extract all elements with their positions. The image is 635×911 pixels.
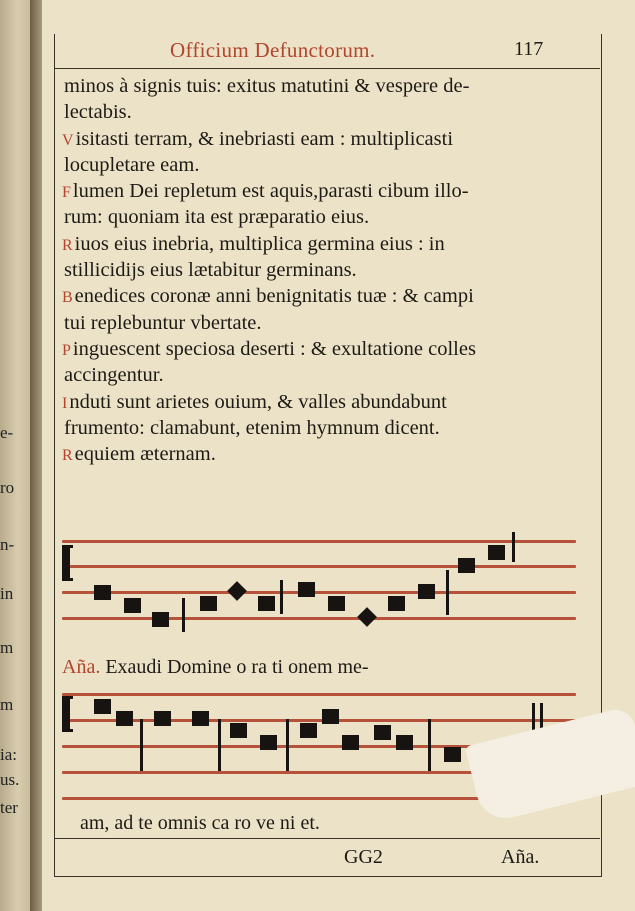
lyric-line-2 <box>80 812 320 835</box>
bar-line <box>446 570 449 615</box>
facing-page-fragment: in <box>0 584 14 603</box>
signature-mark: GG2 <box>344 846 383 868</box>
verse-text: enedices coronæ anni benignitatis tuæ : & campi <box>74 285 474 308</box>
footer-rule <box>54 838 600 839</box>
staff-line <box>62 617 576 620</box>
verse-line <box>62 363 572 389</box>
neume-note <box>458 558 475 573</box>
verse-line <box>62 311 572 337</box>
book-gutter <box>30 0 42 911</box>
neume-note <box>396 735 413 750</box>
verse-line <box>62 153 572 179</box>
lyrics-text: Exaudi Domine o ra ti onem me- <box>105 656 369 678</box>
verse-line <box>62 205 572 231</box>
verse-line <box>62 337 572 363</box>
facing-page-fragment: us. <box>0 770 20 789</box>
facing-page-fragment: ter <box>0 798 18 817</box>
lyric-line-1 <box>62 656 369 679</box>
bar-line <box>140 719 143 771</box>
rhombus-note <box>357 607 377 627</box>
book-page <box>42 0 635 911</box>
bar-line <box>182 598 185 632</box>
neume-note <box>260 735 277 750</box>
rubric-initial: R <box>62 447 73 465</box>
rubric-initial: V <box>62 131 74 149</box>
verse-text: isitasti terram, & inebriasti eam : multiplicasti <box>75 127 454 150</box>
header-rule <box>54 68 600 69</box>
facing-page-fragment: m <box>0 638 14 657</box>
facing-page-fragment: ia: <box>0 745 17 764</box>
verse-line <box>62 127 572 153</box>
rubric-initial: P <box>62 341 71 359</box>
catchword: Aña. <box>501 846 540 868</box>
c-clef-icon <box>62 545 73 581</box>
rhombus-note <box>227 581 247 601</box>
verse-text: iuos eius inebria, multiplica germina eius : in <box>74 232 445 255</box>
neume-note <box>230 723 247 738</box>
rubric-initial: R <box>62 236 73 254</box>
neume-note <box>328 596 345 611</box>
verse-text: rum: quoniam ita est præparatio eius. <box>64 206 370 229</box>
verse-line <box>62 416 572 442</box>
neume-note <box>342 735 359 750</box>
staff-line <box>62 540 576 543</box>
music-staff-1 <box>62 540 576 640</box>
neume-note <box>154 711 171 726</box>
staff-line <box>62 565 576 568</box>
bar-line <box>428 719 431 771</box>
verse-line <box>62 390 572 416</box>
verse-text: lumen Dei repletum est aquis,parasti cibum illo- <box>72 180 469 203</box>
rubric-initial: B <box>62 289 73 307</box>
neume-note <box>298 582 315 597</box>
neume-note <box>200 596 217 611</box>
page-number: 117 <box>514 38 544 60</box>
verse-text: nduti sunt arietes ouium, & valles abundabunt <box>69 390 447 413</box>
neume-note <box>488 545 505 560</box>
bar-line <box>280 580 283 614</box>
verse-text: lectabis. <box>64 101 132 124</box>
psalm-text <box>62 74 572 468</box>
neume-note <box>192 711 209 726</box>
bar-line <box>218 719 221 771</box>
verse-text: frumento: clamabunt, etenim hymnum dicent. <box>64 416 440 439</box>
facing-page-fragment: m <box>0 695 14 714</box>
neume-note <box>374 725 391 740</box>
facing-page-fragment: ro <box>0 478 15 497</box>
antiphon-label: Aña. <box>62 656 101 678</box>
verse-line <box>62 100 572 126</box>
neume-note <box>94 585 111 600</box>
neume-note <box>322 709 339 724</box>
neume-note <box>152 612 169 627</box>
verse-text: stillicidijs eius lætabitur germinans. <box>64 259 357 282</box>
verse-line <box>62 232 572 258</box>
verse-line <box>62 284 572 310</box>
neume-note <box>124 598 141 613</box>
verse-text: inguescent speciosa deserti : & exultatione colles <box>72 337 476 360</box>
c-clef-icon <box>62 696 73 732</box>
verse-line <box>62 179 572 205</box>
verse-line <box>62 442 572 468</box>
verse-line <box>62 258 572 284</box>
verse-line <box>62 74 572 100</box>
rubric-initial: F <box>62 184 71 202</box>
neume-note <box>94 699 111 714</box>
neume-note <box>300 723 317 738</box>
neume-note <box>116 711 133 726</box>
custos-mark <box>512 532 515 562</box>
neume-note <box>418 584 435 599</box>
verse-text: tui replebuntur vbertate. <box>64 311 262 334</box>
verse-text: locupletare eam. <box>64 153 200 176</box>
verse-text: minos à signis tuis: exitus matutini & vespere de- <box>64 75 470 97</box>
verse-text: accingentur. <box>64 364 164 387</box>
staff-line <box>62 693 576 696</box>
staff-line <box>62 591 576 594</box>
bar-line <box>286 719 289 771</box>
lyrics-text: am, ad te omnis ca ro ve ni et. <box>80 812 320 834</box>
facing-page-fragment: n- <box>0 535 15 554</box>
neume-note <box>258 596 275 611</box>
verse-text: equiem æternam. <box>74 443 216 466</box>
neume-note <box>388 596 405 611</box>
running-title: Officium Defunctorum. <box>170 38 376 62</box>
neume-note <box>444 747 461 762</box>
rubric-initial: I <box>62 394 68 412</box>
facing-page-fragment: e- <box>0 423 14 442</box>
